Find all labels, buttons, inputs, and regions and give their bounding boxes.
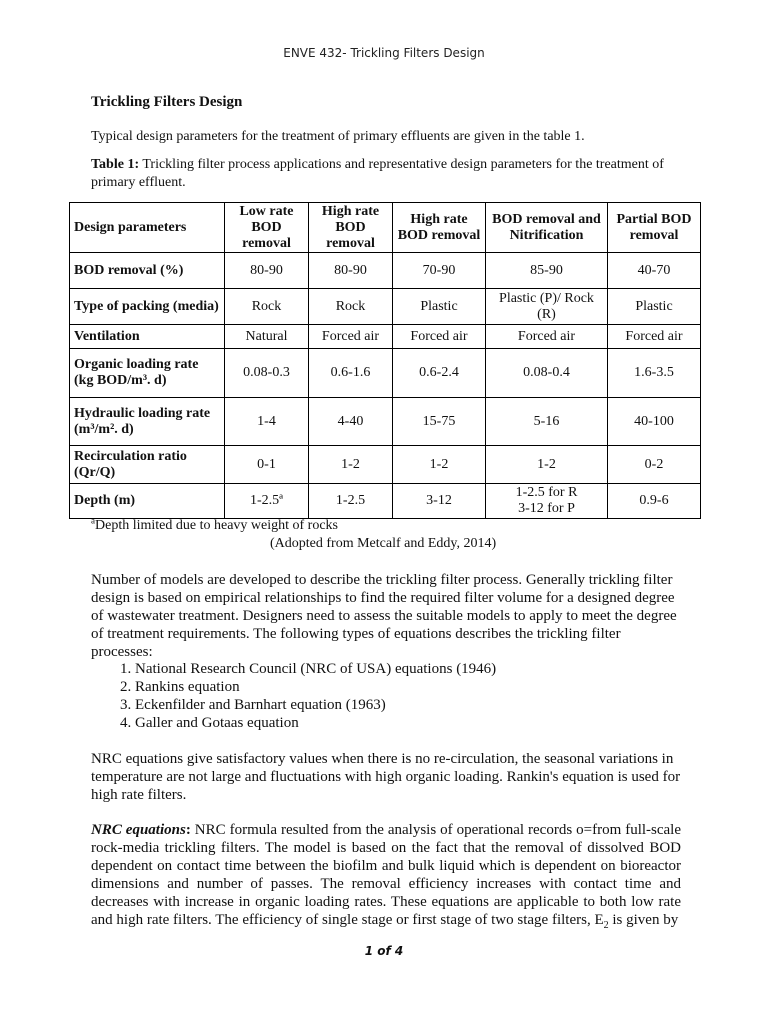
table-cell: 1-2.5ª [225,484,309,519]
table-cell: 0.08-0.3 [225,349,309,398]
row-label-line2: (kg BOD/m³. d) [74,373,167,388]
table-row [70,484,701,519]
nrc-colon: : [185,822,191,838]
table-row [70,289,701,325]
table-cell: Plastic [608,289,701,325]
table-cell: 85-90 [486,253,608,289]
row-label-line1: Recirculation ratio [74,448,187,464]
table-cell: Forced air [393,325,486,349]
table-cell: 1-4 [225,398,309,446]
list-item: 1. National Research Council (NRC of USA) equations (1946) [135,660,496,678]
table-cell: 5-16 [486,398,608,446]
cell-line1: 1-2.5 for R [515,485,578,500]
paragraph-models-intro: Number of models are developed to describe the trickling filter process. Generally trickling filter design is based on empirical relationships to find the required filter volume for a designed degree of wastewater treatment. Designers need to assess the suitable models to apply to meet the degree of treatment requirements. The following types of equations describes the trickling filter processes: [91,572,677,660]
table-cell: 80-90 [309,253,393,289]
table-row [70,349,701,398]
table-cell: 40-100 [608,398,701,446]
header-high-rate-rock: High rate BOD removal [309,203,393,253]
table-cell: 3-12 [393,484,486,519]
row-label-line2: (m³/m². d) [74,421,134,437]
row-label-line2: (Qr/Q) [74,464,116,480]
row-label: Type of packing (media) [70,289,225,325]
table-cell: 0.08-0.4 [486,349,608,398]
header-high-rate-plastic: High rate BOD removal [393,203,486,253]
table-cell: Natural [225,325,309,349]
table-cell: Forced air [608,325,701,349]
list-item: 4. Galler and Gotaas equation [135,714,496,732]
row-label [70,398,225,446]
table-cell: 0.9-6 [608,484,701,519]
table-cell: 40-70 [608,253,701,289]
list-item: 3. Eckenfilder and Barnhart equation (1963) [135,696,496,714]
intro-sentence: Typical design parameters for the treatment of primary effluents are given in the table 1. [91,129,585,144]
row-label [70,349,225,398]
nrc-tail: is given by [608,912,679,928]
table-source: (Adopted from Metcalf and Eddy, 2014) [270,536,497,551]
section-title: Trickling Filters Design [91,94,243,110]
table-cell: Plastic [393,289,486,325]
header-design-parameters: Design parameters [70,203,225,253]
table-cell: 70-90 [393,253,486,289]
table-cell: 0.6-1.6 [309,349,393,398]
page-number: 1 of 4 [364,944,404,958]
cell-line2: 3-12 for P [518,501,575,516]
running-header: ENVE 432- Trickling Filters Design [283,46,485,60]
table-cell: 1-2.5 [309,484,393,519]
table-cell: 80-90 [225,253,309,289]
table-cell [486,484,608,519]
table-cell: Plastic (P)/ Rock (R) [486,289,608,325]
header-partial-bod: Partial BOD removal [608,203,701,253]
table-cell: Rock [309,289,393,325]
paragraph-nrc-equations [91,821,681,929]
table-cell: 0-2 [608,446,701,484]
table-cell: Forced air [486,325,608,349]
row-label-line1: Hydraulic loading rate [74,405,211,421]
row-label: Ventilation [70,325,225,349]
caption-text: Trickling filter process applications and representative design parameters for the treatment of primary effluent. [91,157,664,190]
header-bod-nitrification: BOD removal and Nitrification [486,203,608,253]
table-cell: 0.6-2.4 [393,349,486,398]
table-row [70,398,701,446]
table-cell: 4-40 [309,398,393,446]
header-low-rate: Low rate BOD removal [225,203,309,253]
design-parameters-table [69,202,701,519]
table-row [70,446,701,484]
row-label [70,446,225,484]
table-cell: 0-1 [225,446,309,484]
table-cell: 1-2 [486,446,608,484]
nrc-body: NRC formula resulted from the analysis of operational records o=from full-scale rock-media trickling filters. The model is based on the fact that the removal of dissolved BOD dependent on contact time between the biofilm and bulk liquid which is dependent on bioreactor dimensions and number of passes. The removal efficiency increases with contact time and decreases with increase in organic loading rates. These equations are applicable to both low rate and high rate filters. The efficiency of single stage or first stage of two stage filters, E [91,822,682,928]
table-cell: 1-2 [393,446,486,484]
table-caption [91,156,681,192]
table-cell: 1.6-3.5 [608,349,701,398]
table-header-row [70,203,701,253]
table-cell: Forced air [309,325,393,349]
row-label-line1: Organic loading rate [74,357,199,372]
table-cell: 15-75 [393,398,486,446]
efficiency-subscript: 2 [603,920,609,931]
table-row [70,325,701,349]
table-cell: 1-2 [309,446,393,484]
paragraph-nrc-usage: NRC equations give satisfactory values when there is no re-circulation, the seasonal variations in temperature are not large and fluctuations with high organic loading. Rankin's equation is used for high rate filters. [91,751,681,803]
list-item: 2. Rankins equation [135,678,496,696]
models-list [91,660,496,732]
row-label: BOD removal (%) [70,253,225,289]
footnote-mark: a [91,515,95,526]
nrc-lead: NRC equations [91,822,186,838]
row-label: Depth (m) [70,484,225,519]
table-cell: Rock [225,289,309,325]
footnote-text: Depth limited due to heavy weight of rocks [95,518,338,533]
caption-label: Table 1: [91,157,140,172]
table-footnote [91,515,338,534]
table-row [70,253,701,289]
